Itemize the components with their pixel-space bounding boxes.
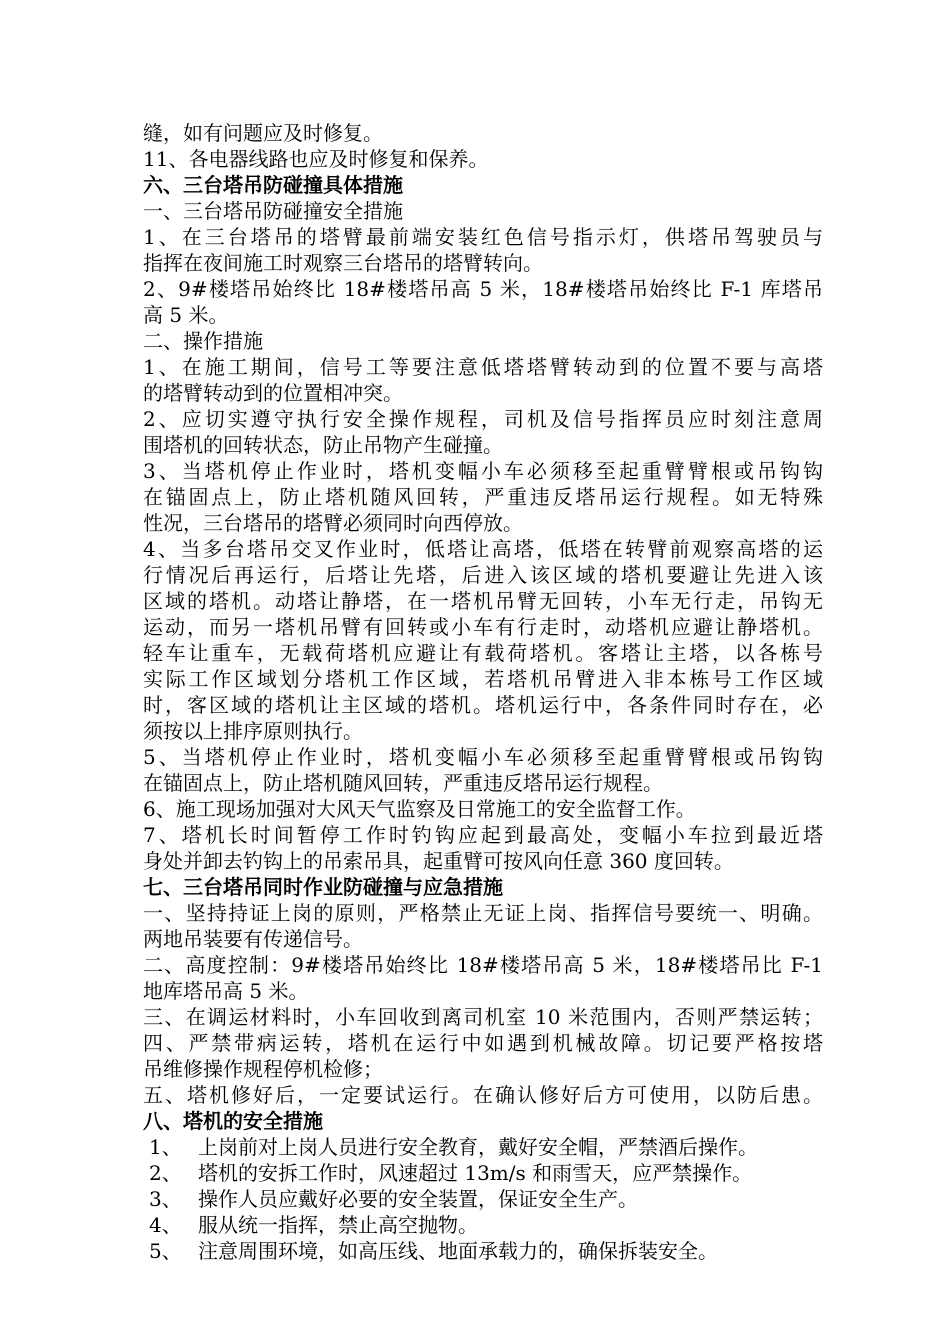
text-line: 3、当塔机停止作业时，塔机变幅小车必须移至起重臂臂根或吊钩钩 [143,459,823,483]
list-item-text: 塔机的安拆工作时，风速超过 13m/s 和雨雪天，应严禁操作。 [198,1161,753,1185]
text-line: 6、施工现场加强对大风天气监察及日常施工的安全监督工作。 [143,797,696,821]
list-item-number: 3、 [149,1187,182,1211]
section-heading: 六、三台塔吊防碰撞具体措施 [143,173,403,197]
list-item-number: 1、 [149,1135,182,1159]
text-line: 围塔机的回转状态，防止吊物产生碰撞。 [143,433,503,457]
text-line: 一、三台塔吊防碰撞安全措施 [143,199,403,223]
document-body [143,120,823,1134]
text-line: 运动，而另一塔机吊臂有回转或小车有行走时，动塔机应避让静塔机。 [143,615,823,639]
text-line: 四、严禁带病运转，塔机在运行中如遇到机械故障。切记要严格按塔 [143,1031,823,1055]
text-line: 性况，三台塔吊的塔臂必须同时向西停放。 [143,511,523,535]
text-line: 在锚固点上，防止塔机随风回转，严重违反塔吊运行规程。如无特殊 [143,485,823,509]
section-heading: 七、三台塔吊同时作业防碰撞与应急措施 [143,875,503,899]
text-line: 1、在三台塔吊的塔臂最前端安装红色信号指示灯，供塔吊驾驶员与 [143,225,823,249]
text-line: 指挥在夜间施工时观察三台塔吊的塔臂转向。 [143,251,543,275]
text-line: 2、9#楼塔吊始终比 18#楼塔吊高 5 米，18#楼塔吊始终比 F-1 库塔吊 [143,277,823,301]
text-line: 区域的塔机。动塔让静塔，在一塔机吊臂无回转，小车无行走，吊钩无 [143,589,823,613]
text-line: 二、操作措施 [143,329,263,353]
text-line: 两地吊装要有传递信号。 [143,927,363,951]
list-item-text: 操作人员应戴好必要的安全装置，保证安全生产。 [198,1187,638,1211]
text-line: 三、在调运材料时，小车回收到离司机室 10 米范围内，否则严禁运转； [143,1005,823,1029]
list-item [143,1160,823,1186]
text-line: 五、塔机修好后，一定要试运行。在确认修好后方可使用，以防后患。 [143,1083,823,1107]
text-line: 缝，如有问题应及时修复。 [143,121,383,145]
list-item [143,1134,823,1160]
list-item [143,1238,823,1264]
text-line: 1、在施工期间，信号工等要注意低塔塔臂转动到的位置不要与高塔 [143,355,823,379]
text-line: 2、应切实遵守执行安全操作规程，司机及信号指挥员应时刻注意周 [143,407,823,431]
text-line: 二、高度控制：9#楼塔吊始终比 18#楼塔吊高 5 米，18#楼塔吊比 F-1 [143,953,823,977]
document-page [143,120,823,1264]
list-item [143,1186,823,1212]
text-line: 吊维修操作规程停机检修； [143,1057,383,1081]
list-item-number: 2、 [149,1161,182,1185]
section-heading: 八、塔机的安全措施 [143,1109,323,1133]
text-line: 11、各电器线路也应及时修复和保养。 [143,147,489,171]
safety-measures-list [143,1134,823,1264]
text-line: 高 5 米。 [143,303,229,327]
text-line: 轻车让重车，无载荷塔机应避让有载荷塔机。客塔让主塔，以各栋号 [143,641,823,665]
text-line: 行情况后再运行，后塔让先塔，后进入该区域的塔机要避让先进入该 [143,563,823,587]
text-line: 须按以上排序原则执行。 [143,719,363,743]
list-item [143,1212,823,1238]
text-line: 地库塔吊高 5 米。 [143,979,309,1003]
text-line: 的塔臂转动到的位置相冲突。 [143,381,403,405]
list-item-number: 4、 [149,1213,182,1237]
list-item-text: 服从统一指挥，禁止高空抛物。 [198,1213,478,1237]
text-line: 实际工作区域划分塔机工作区域，若塔机吊臂进入非本栋号工作区域 [143,667,823,691]
text-line: 时，客区域的塔机让主区域的塔机。塔机运行中，各条件同时存在，必 [143,693,823,717]
text-line: 5、当塔机停止作业时，塔机变幅小车必须移至起重臂臂根或吊钩钩 [143,745,823,769]
text-line: 身处并卸去钓钩上的吊索吊具，起重臂可按风向任意 360 度回转。 [143,849,734,873]
list-item-number: 5、 [149,1239,182,1263]
text-line: 在锚固点上，防止塔机随风回转，严重违反塔吊运行规程。 [143,771,663,795]
list-item-text: 注意周围环境，如高压线、地面承载力的，确保拆装安全。 [198,1239,718,1263]
text-line: 一、坚持持证上岗的原则，严格禁止无证上岗、指挥信号要统一、明确。 [143,901,823,925]
text-line: 4、当多台塔吊交叉作业时，低塔让高塔，低塔在转臂前观察高塔的运 [143,537,823,561]
text-line: 7、塔机长时间暂停工作时钓钩应起到最高处，变幅小车拉到最近塔 [143,823,823,847]
list-item-text: 上岗前对上岗人员进行安全教育，戴好安全帽，严禁酒后操作。 [198,1135,758,1159]
